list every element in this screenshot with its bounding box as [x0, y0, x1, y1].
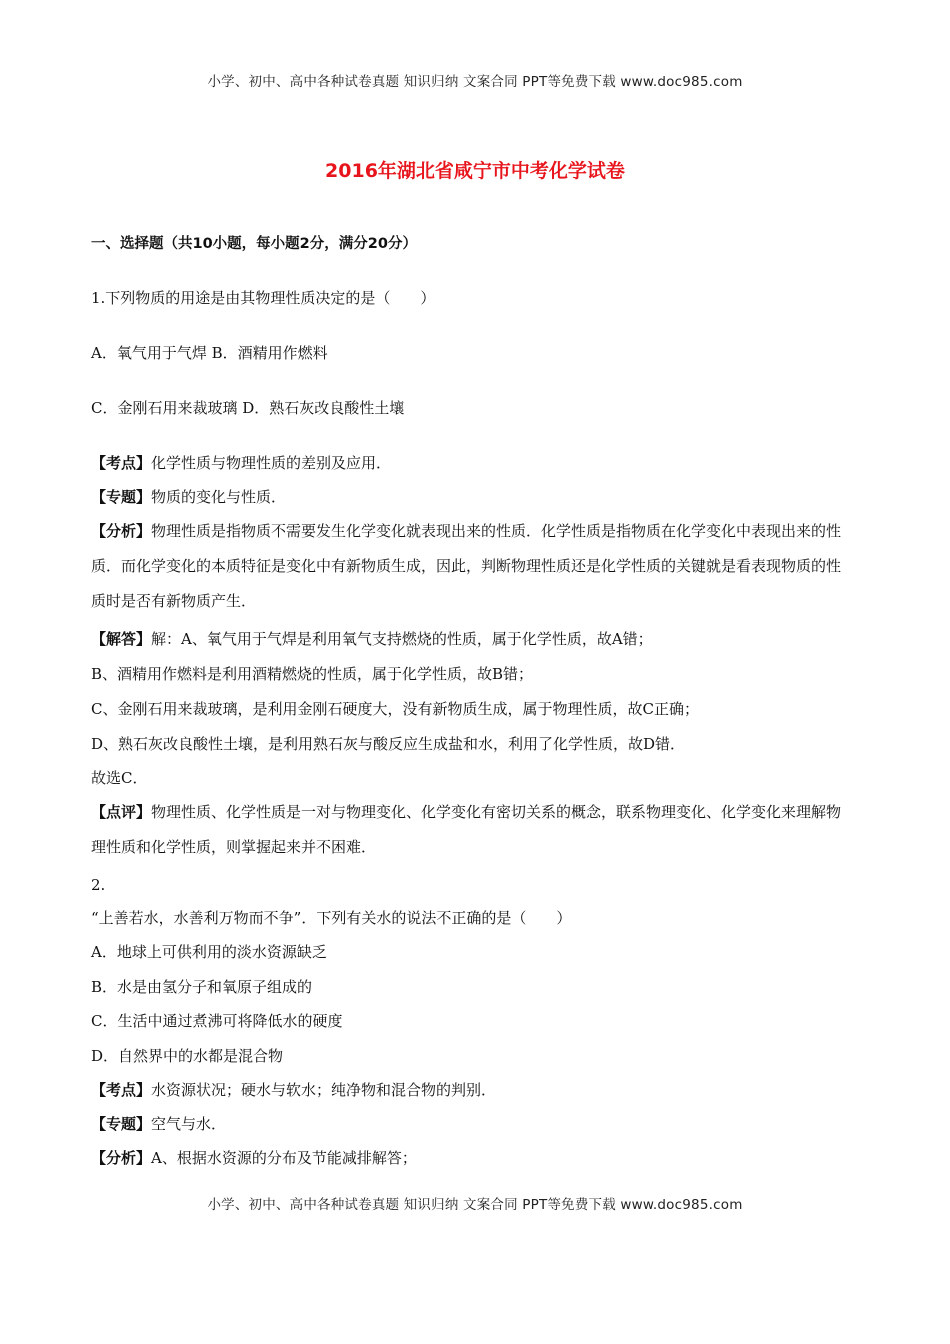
dianping-text: 物理性质、化学性质是一对与物理变化、化学变化有密切关系的概念，联系物理变化、化学变化来理解物理性质和化学性质，则掌握起来并不困难．	[91, 803, 842, 856]
q2-option-c: C．生活中通过煮沸可将降低水的硬度	[91, 1012, 343, 1030]
q1-jieda-b: B、酒精用作燃料是利用酒精燃烧的性质，属于化学性质，故B错；	[91, 665, 534, 683]
kaodian-text: 水资源状况；硬水与软水；纯净物和混合物的判别．	[151, 1081, 497, 1099]
kaodian-text: 化学性质与物理性质的差别及应用．	[151, 454, 392, 472]
fenxi-text: A、根据水资源的分布及节能减排解答；	[151, 1149, 417, 1167]
q1-jieda-d: D、熟石灰改良酸性土壤，是利用熟石灰与酸反应生成盐和水，利用了化学性质，故D错．	[91, 735, 686, 753]
jieda-tag: 【解答】	[91, 630, 152, 648]
zhuanti-tag: 【专题】	[91, 488, 152, 506]
q1-stem: 1.下列物质的用途是由其物理性质决定的是（ ）	[91, 289, 436, 307]
page-footer: 小学、初中、高中各种试卷真题 知识归纳 文案合同 PPT等免费下载 www.doc985.com	[207, 1197, 743, 1213]
q1-zhuanti	[91, 481, 286, 514]
q1-options-cd: C．金刚石用来裁玻璃 D．熟石灰改良酸性土壤	[91, 399, 405, 417]
q2-zhuanti	[91, 1108, 226, 1141]
q1-jieda	[91, 623, 653, 656]
fenxi-tag: 【分析】	[91, 1149, 152, 1167]
q1-answer: 故选C．	[91, 769, 148, 787]
section-heading: 一、选择题（共10小题，每小题2分，满分20分）	[91, 236, 417, 252]
q2-number: 2.	[91, 876, 106, 894]
exam-title: 2016年湖北省咸宁市中考化学试卷	[325, 160, 625, 182]
q2-stem: “上善若水，水善利万物而不争”．下列有关水的说法不正确的是（ ）	[91, 909, 572, 927]
q1-dianping	[91, 795, 851, 865]
fenxi-text: 物理性质是指物质不需要发生化学变化就表现出来的性质．化学性质是指物质在化学变化中表现出来的性质．而化学变化的本质特征是变化中有新物质生成，因此，判断物理性质还是化学性质的关键就是看表现物质的性质时是否有新物质产生．	[91, 522, 842, 610]
jieda-a: 解：A、氧气用于气焊是利用氧气支持燃烧的性质，属于化学性质，故A错；	[151, 630, 653, 648]
q2-fenxi	[91, 1142, 417, 1175]
zhuanti-text: 物质的变化与性质．	[151, 488, 287, 506]
kaodian-tag: 【考点】	[91, 1081, 152, 1099]
zhuanti-text: 空气与水．	[151, 1115, 227, 1133]
q1-fenxi	[91, 514, 851, 619]
page-header: 小学、初中、高中各种试卷真题 知识归纳 文案合同 PPT等免费下载 www.doc985.com	[207, 74, 743, 90]
q1-kaodian	[91, 447, 391, 480]
q2-option-a: A．地球上可供利用的淡水资源缺乏	[91, 943, 327, 961]
dianping-tag: 【点评】	[91, 803, 152, 821]
kaodian-tag: 【考点】	[91, 454, 152, 472]
fenxi-tag: 【分析】	[91, 522, 152, 540]
q1-jieda-c: C、金刚石用来裁玻璃，是利用金刚石硬度大，没有新物质生成，属于物理性质，故C正确；	[91, 700, 699, 718]
q1-options-ab: A．氧气用于气焊 B．酒精用作燃料	[91, 344, 328, 362]
q2-kaodian	[91, 1074, 496, 1107]
zhuanti-tag: 【专题】	[91, 1115, 152, 1133]
q2-option-d: D．自然界中的水都是混合物	[91, 1047, 284, 1065]
q2-option-b: B．水是由氢分子和氧原子组成的	[91, 978, 313, 996]
